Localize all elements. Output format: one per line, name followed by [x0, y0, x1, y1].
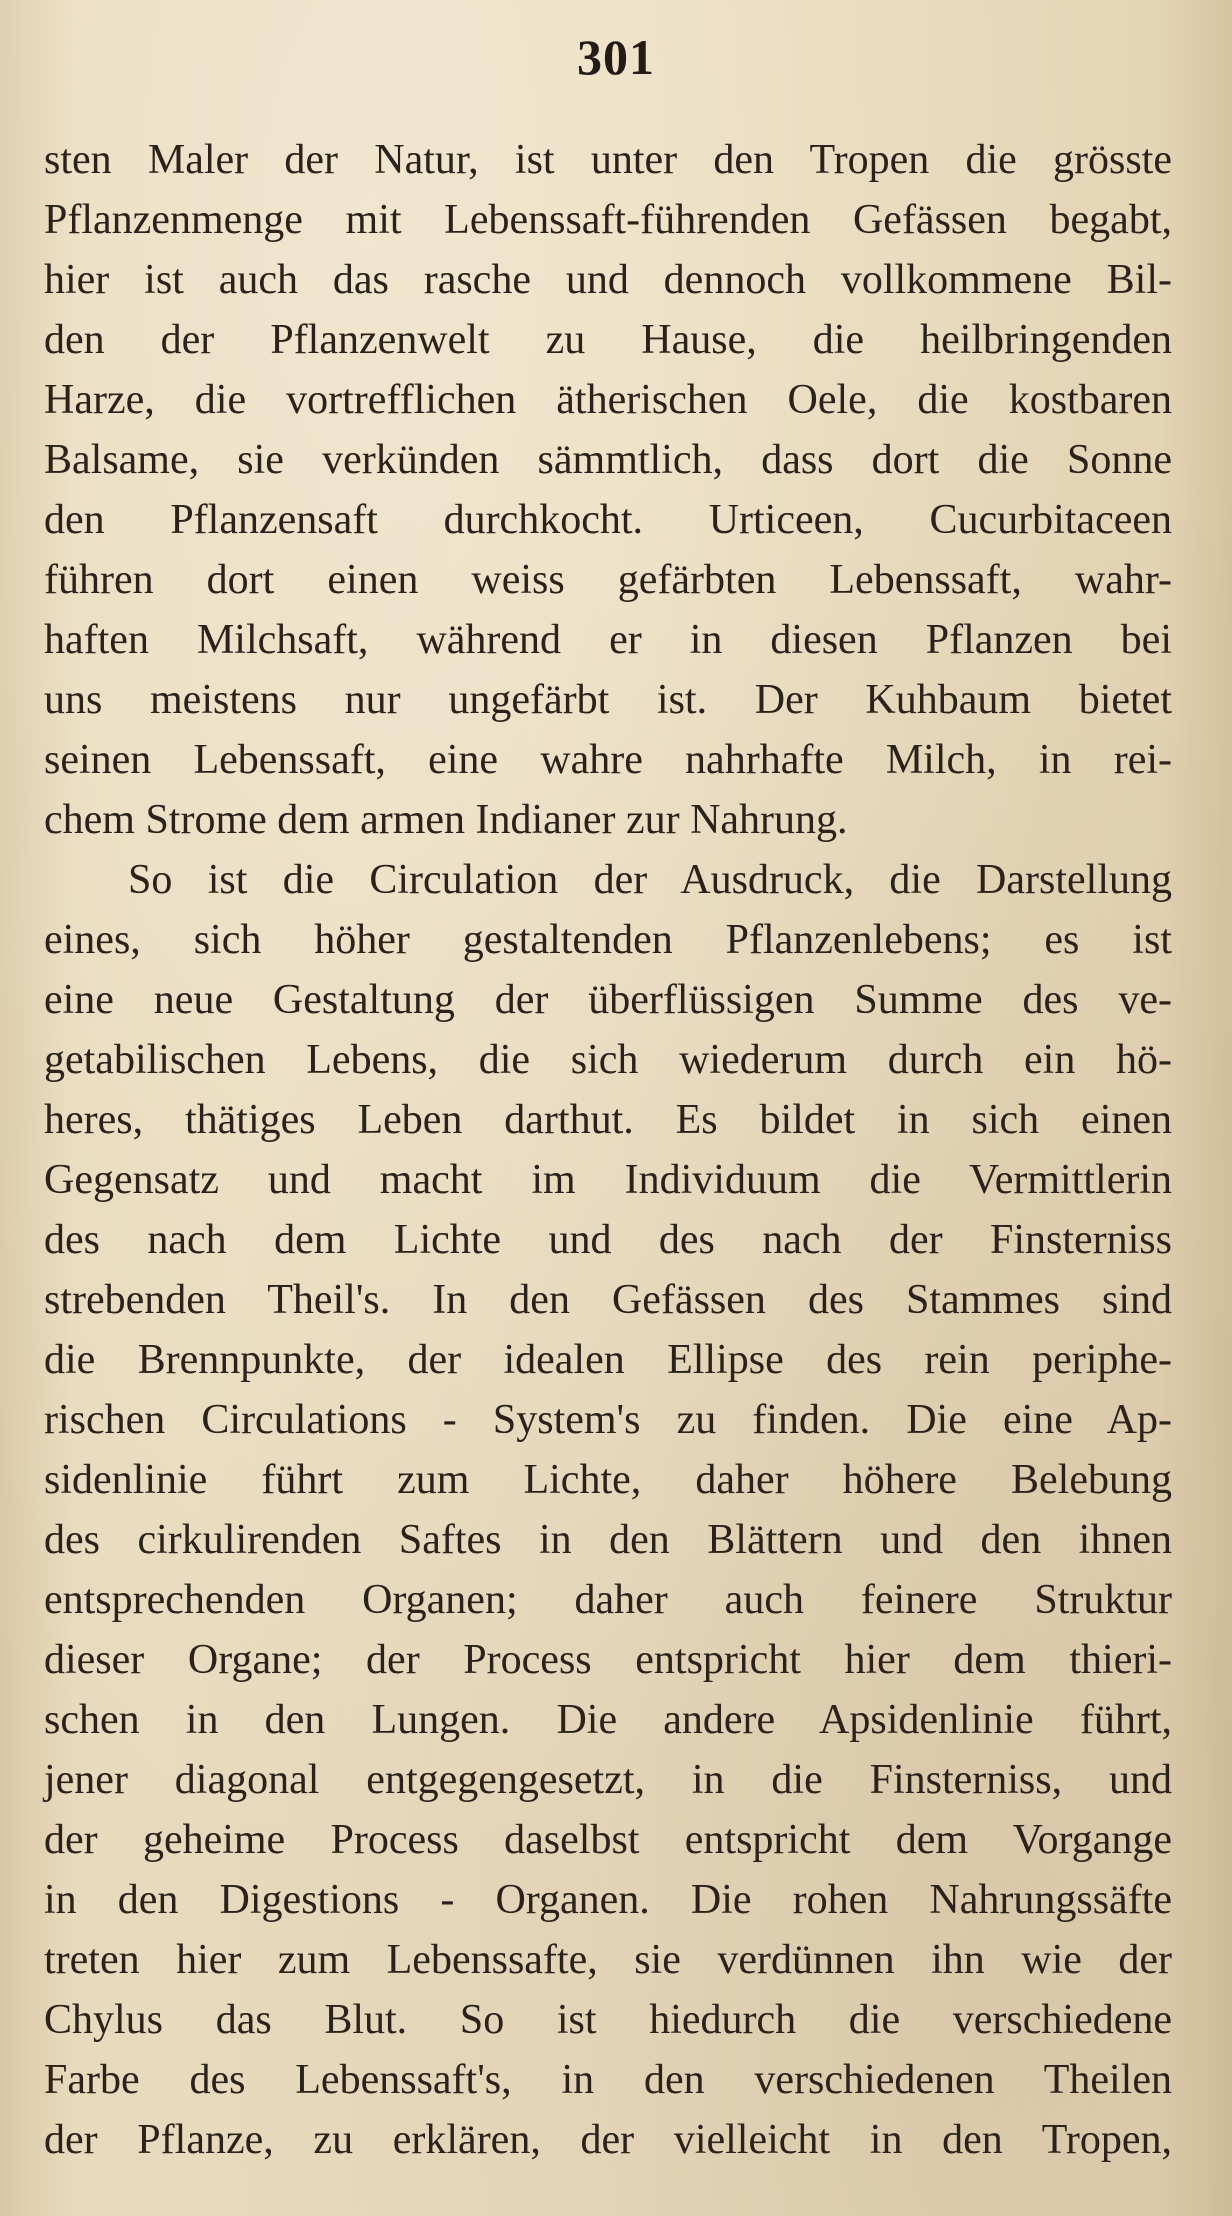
- body-text: [44, 130, 1172, 2170]
- text-line: sidenlinie führt zum Lichte, daher höhere Belebung: [44, 1457, 1172, 1503]
- text-line: der geheime Process daselbst entspricht dem Vorgange: [44, 1817, 1172, 1863]
- text-line: haften Milchsaft, während er in diesen Pflanzen bei: [44, 617, 1172, 663]
- text-line: Harze, die vortrefflichen ätherischen Oele, die kostbaren: [44, 377, 1172, 423]
- text-line: dieser Organe; der Process entspricht hier dem thieri-: [44, 1637, 1172, 1683]
- text-line: Farbe des Lebenssaft's, in den verschiedenen Theilen: [44, 2057, 1172, 2103]
- text-line: seinen Lebenssaft, eine wahre nahrhafte Milch, in rei-: [44, 737, 1172, 783]
- text-line: Balsame, sie verkünden sämmtlich, dass dort die Sonne: [44, 437, 1172, 483]
- text-line: schen in den Lungen. Die andere Apsidenlinie führt,: [44, 1697, 1172, 1743]
- paragraph-start-line: So ist die Circulation der Ausdruck, die Darstellung: [128, 857, 1172, 903]
- text-line: eines, sich höher gestaltenden Pflanzenlebens; es ist: [44, 917, 1172, 963]
- text-line: der Pflanze, zu erklären, der vielleicht in den Tropen,: [44, 2117, 1172, 2163]
- paragraph-end-line: chem Strome dem armen Indianer zur Nahrung.: [44, 797, 848, 843]
- text-line: des cirkulirenden Saftes in den Blättern und den ihnen: [44, 1517, 1172, 1563]
- text-line: Gegensatz und macht im Individuum die Vermittlerin: [44, 1157, 1172, 1203]
- text-line: uns meistens nur ungefärbt ist. Der Kuhbaum bietet: [44, 677, 1172, 723]
- text-line: rischen Circulations - System's zu finden. Die eine Ap-: [44, 1397, 1172, 1443]
- text-line: Chylus das Blut. So ist hiedurch die verschiedene: [44, 1997, 1172, 2043]
- text-line: des nach dem Lichte und des nach der Finsterniss: [44, 1217, 1172, 1263]
- text-line: eine neue Gestaltung der überflüssigen Summe des ve-: [44, 977, 1172, 1023]
- page-number: 301: [577, 29, 655, 85]
- text-line: in den Digestions - Organen. Die rohen Nahrungssäfte: [44, 1877, 1172, 1923]
- text-line: hier ist auch das rasche und dennoch vollkommene Bil-: [44, 257, 1172, 303]
- text-line: Pflanzenmenge mit Lebenssaft-führenden Gefässen begabt,: [44, 197, 1172, 243]
- text-line: entsprechenden Organen; daher auch feinere Struktur: [44, 1577, 1172, 1623]
- text-line: die Brennpunkte, der idealen Ellipse des rein periphe-: [44, 1337, 1172, 1383]
- text-line: sten Maler der Natur, ist unter den Tropen die grösste: [44, 137, 1172, 183]
- text-line: getabilischen Lebens, die sich wiederum durch ein hö-: [44, 1037, 1172, 1083]
- text-line: strebenden Theil's. In den Gefässen des Stammes sind: [44, 1277, 1172, 1323]
- text-line: treten hier zum Lebenssafte, sie verdünnen ihn wie der: [44, 1937, 1172, 1983]
- text-line: jener diagonal entgegengesetzt, in die Finsterniss, und: [44, 1757, 1172, 1803]
- text-line: den Pflanzensaft durchkocht. Urticeen, Cucurbitaceen: [44, 497, 1172, 543]
- text-line: führen dort einen weiss gefärbten Lebenssaft, wahr-: [44, 557, 1172, 603]
- text-line: heres, thätiges Leben darthut. Es bildet in sich einen: [44, 1097, 1172, 1143]
- text-line: den der Pflanzenwelt zu Hause, die heilbringenden: [44, 317, 1172, 363]
